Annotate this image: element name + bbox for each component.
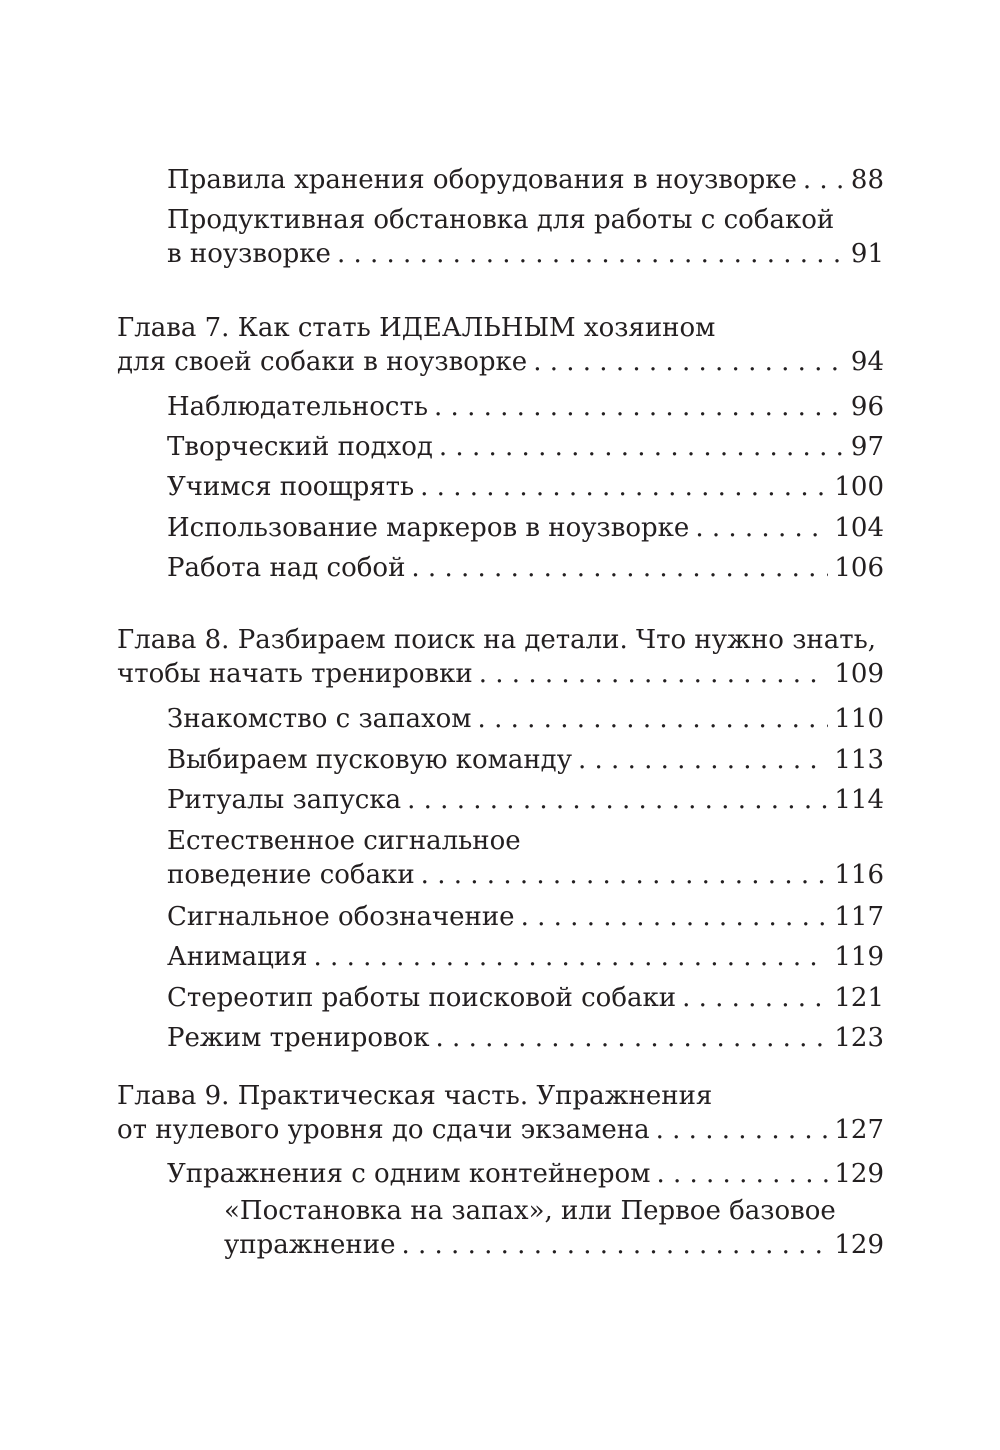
- toc-entry-title: Анимация: [167, 942, 308, 972]
- chapter-title-continued: чтобы начать тренировки: [117, 659, 473, 689]
- dot-leader: [421, 858, 829, 892]
- toc-page-number: 113: [834, 745, 884, 775]
- toc-entry-line: [167, 511, 884, 545]
- toc-page-number: 129: [834, 1230, 884, 1260]
- toc-page-number: 104: [834, 513, 884, 543]
- toc-entry-title: Знакомство с запахом: [167, 704, 472, 734]
- toc-entry: [167, 430, 884, 464]
- toc-page-number: 109: [834, 659, 884, 689]
- toc-entry-title: Режим тренировок: [167, 1023, 430, 1053]
- toc-entry-line: [117, 1113, 884, 1147]
- toc-entry: [167, 551, 884, 585]
- toc-page-number: 117: [834, 902, 884, 932]
- toc-entry-title: Ритуалы запуска: [167, 785, 402, 815]
- toc-entry: [167, 981, 884, 1015]
- dot-leader: [656, 1113, 829, 1147]
- toc-entry-title: Учимся поощрять: [167, 472, 415, 502]
- dot-leader: [436, 1021, 829, 1055]
- toc-entry-line: [167, 940, 884, 974]
- toc-entry-title: Наблюдательность: [167, 392, 429, 422]
- chapter-title: Глава 7. Как стать ИДЕАЛЬНЫМ хозяином: [117, 313, 716, 343]
- toc-chapter-entry: [117, 623, 884, 691]
- toc-page-number: 110: [834, 704, 884, 734]
- dot-leader: [533, 345, 845, 379]
- toc-page-number: 127: [834, 1115, 884, 1145]
- toc-entry: [167, 1021, 884, 1055]
- toc-page-number: 114: [834, 785, 884, 815]
- toc-subentry-title: «Постановка на запах», или Первое базовое: [224, 1196, 836, 1226]
- toc-page-number: 94: [850, 347, 884, 377]
- toc-page-number: 123: [834, 1023, 884, 1053]
- toc-entry-line: [167, 430, 884, 464]
- toc-entry-title: Правила хранения оборудования в ноузворке: [167, 165, 797, 195]
- toc-entry-line: [167, 551, 884, 585]
- toc-page-number: 121: [834, 983, 884, 1013]
- toc-page-number: 100: [834, 472, 884, 502]
- toc-subentry-title-continued: упражнение: [224, 1230, 396, 1260]
- toc-entry-title: Продуктивная обстановка для работы с собакой: [167, 205, 835, 235]
- toc-entry-line: [167, 702, 884, 736]
- toc-entry: [167, 511, 884, 545]
- toc-entry: [167, 824, 884, 892]
- toc-entry-line: [117, 345, 884, 379]
- chapter-title: Глава 8. Разбираем поиск на детали. Что нужно знать,: [117, 625, 877, 655]
- toc-entry: [167, 390, 884, 424]
- dot-leader: [411, 551, 828, 585]
- toc-entry-line: [167, 163, 884, 197]
- chapter-title-continued: для своей собаки в ноузворке: [117, 347, 528, 377]
- toc-entry-title: Естественное сигнальное: [167, 826, 521, 856]
- toc-page-number: 116: [834, 860, 884, 890]
- dot-leader: [439, 430, 845, 464]
- toc-entry-line: [167, 1157, 884, 1191]
- toc-entry-title-continued: в ноузворке: [167, 239, 331, 269]
- dot-leader: [682, 981, 828, 1015]
- chapter-title: Глава 9. Практическая часть. Упражнения: [117, 1081, 713, 1111]
- dot-leader: [314, 940, 829, 974]
- dot-leader: [420, 470, 828, 504]
- toc-entry: [167, 743, 884, 777]
- toc-entry: [167, 702, 884, 736]
- toc-entry-title: Стереотип работы поисковой собаки: [167, 983, 677, 1013]
- toc-chapter-entry: [117, 311, 884, 379]
- dot-leader: [401, 1228, 828, 1262]
- toc-entry: [167, 1157, 884, 1191]
- dot-leader: [656, 1157, 828, 1191]
- toc-page-number: 88: [850, 165, 884, 195]
- chapter-title-continued: от нулевого уровня до сдачи экзамена: [117, 1115, 650, 1145]
- dot-leader: [479, 657, 829, 691]
- toc-entry: [167, 470, 884, 504]
- toc-entry-title-continued: поведение собаки: [167, 860, 415, 890]
- dot-leader: [407, 783, 828, 817]
- toc-page-number: 106: [834, 553, 884, 583]
- toc-entry-line: [167, 470, 884, 504]
- dot-leader: [478, 702, 829, 736]
- toc-entry-line: [167, 390, 884, 424]
- toc-entry-title: Сигнальное обозначение: [167, 902, 515, 932]
- toc-entry-line: [117, 657, 884, 691]
- toc-entry: [167, 203, 884, 271]
- toc-entry-title: Упражнения с одним контейнером: [167, 1159, 651, 1189]
- toc-entry: [167, 163, 884, 197]
- toc-entry-line: [167, 783, 884, 817]
- toc-page-number: 119: [834, 942, 884, 972]
- dot-leader: [521, 900, 829, 934]
- toc-entry-line: [167, 237, 884, 271]
- toc-entry-title: Работа над собой: [167, 553, 406, 583]
- toc-entry-line: [167, 1021, 884, 1055]
- dot-leader: [578, 743, 828, 777]
- toc-chapter-entry: [117, 1079, 884, 1147]
- toc-entry-title: Выбираем пусковую команду: [167, 745, 572, 775]
- toc-entry-line: [167, 743, 884, 777]
- toc-entry-line: [224, 1228, 884, 1262]
- dot-leader: [337, 237, 845, 271]
- toc-page-number: 129: [834, 1159, 884, 1189]
- dot-leader: [803, 163, 845, 197]
- toc-page-number: 97: [850, 432, 884, 462]
- toc-entry-title: Творческий подход: [167, 432, 433, 462]
- dot-leader: [434, 390, 845, 424]
- toc-subentry: [224, 1194, 884, 1262]
- toc-entry: [167, 783, 884, 817]
- toc-entry-title: Использование маркеров в ноузворке: [167, 513, 690, 543]
- toc-page-number: 91: [850, 239, 884, 269]
- toc-entry-line: [167, 900, 884, 934]
- toc-entry: [167, 940, 884, 974]
- dot-leader: [695, 511, 828, 545]
- toc-page-number: 96: [850, 392, 884, 422]
- toc-entry: [167, 900, 884, 934]
- toc-entry-line: [167, 858, 884, 892]
- toc-entry-line: [167, 981, 884, 1015]
